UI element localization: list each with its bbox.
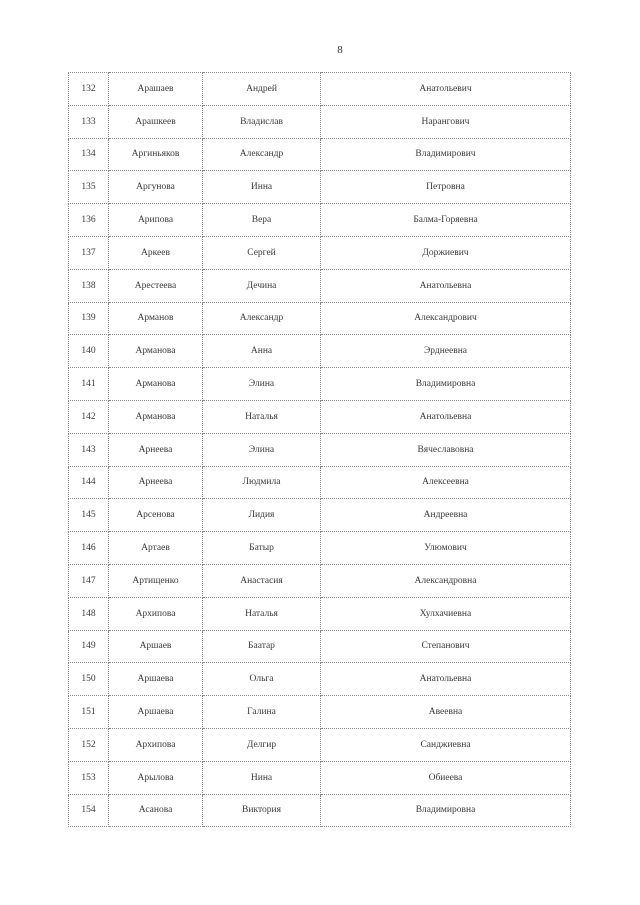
patronymic-cell: Андреевна [321,499,571,532]
patronymic-cell: Нарангович [321,105,571,138]
table-row [69,433,571,466]
row-number-cell: 134 [69,138,109,171]
first-name-cell: Андрей [203,73,321,106]
table-row [69,466,571,499]
table-row [69,171,571,204]
surname-cell: Аршаева [109,696,203,729]
table-row [69,73,571,106]
row-number-cell: 152 [69,728,109,761]
surname-cell: Архипова [109,728,203,761]
first-name-cell: Батыр [203,532,321,565]
row-number-cell: 133 [69,105,109,138]
roster-table-body [69,73,571,827]
patronymic-cell: Петровна [321,171,571,204]
first-name-cell: Анастасия [203,564,321,597]
first-name-cell: Владислав [203,105,321,138]
roster-table [68,72,571,827]
patronymic-cell: Балма-Горяевна [321,204,571,237]
row-number-cell: 142 [69,400,109,433]
surname-cell: Аршаева [109,663,203,696]
surname-cell: Арашаев [109,73,203,106]
surname-cell: Арнеева [109,466,203,499]
first-name-cell: Вера [203,204,321,237]
surname-cell: Арманов [109,302,203,335]
patronymic-cell: Владимировна [321,368,571,401]
surname-cell: Арсенова [109,499,203,532]
row-number-cell: 143 [69,433,109,466]
patronymic-cell: Анатольевна [321,663,571,696]
surname-cell: Арманова [109,400,203,433]
table-row [69,269,571,302]
patronymic-cell: Александрович [321,302,571,335]
surname-cell: Аргиньяков [109,138,203,171]
surname-cell: Артаев [109,532,203,565]
surname-cell: Арылова [109,761,203,794]
table-row [69,105,571,138]
surname-cell: Аргунова [109,171,203,204]
first-name-cell: Анна [203,335,321,368]
patronymic-cell: Улюмович [321,532,571,565]
patronymic-cell: Хулхачиевна [321,597,571,630]
table-row [69,794,571,827]
patronymic-cell: Авеевна [321,696,571,729]
first-name-cell: Баатар [203,630,321,663]
patronymic-cell: Степанович [321,630,571,663]
patronymic-cell: Доржиевич [321,236,571,269]
first-name-cell: Виктория [203,794,321,827]
row-number-cell: 153 [69,761,109,794]
row-number-cell: 132 [69,73,109,106]
page-number: 8 [337,44,343,56]
first-name-cell: Лидия [203,499,321,532]
surname-cell: Арестеева [109,269,203,302]
row-number-cell: 146 [69,532,109,565]
table-row [69,138,571,171]
surname-cell: Арашкеев [109,105,203,138]
first-name-cell: Делгир [203,728,321,761]
patronymic-cell: Алексеевна [321,466,571,499]
patronymic-cell: Александровна [321,564,571,597]
first-name-cell: Инна [203,171,321,204]
table-row [69,499,571,532]
first-name-cell: Наталья [203,400,321,433]
patronymic-cell: Анатольевна [321,269,571,302]
table-row [69,597,571,630]
table-row [69,663,571,696]
first-name-cell: Александр [203,302,321,335]
patronymic-cell: Санджиевна [321,728,571,761]
table-row [69,368,571,401]
table-row [69,564,571,597]
row-number-cell: 149 [69,630,109,663]
patronymic-cell: Анатольевна [321,400,571,433]
row-number-cell: 148 [69,597,109,630]
row-number-cell: 138 [69,269,109,302]
patronymic-cell: Анатольевич [321,73,571,106]
surname-cell: Архипова [109,597,203,630]
table-row [69,236,571,269]
row-number-cell: 141 [69,368,109,401]
row-number-cell: 150 [69,663,109,696]
surname-cell: Арманова [109,368,203,401]
table-row [69,335,571,368]
patronymic-cell: Владимировна [321,794,571,827]
row-number-cell: 145 [69,499,109,532]
first-name-cell: Галина [203,696,321,729]
first-name-cell: Сергей [203,236,321,269]
table-row [69,696,571,729]
row-number-cell: 154 [69,794,109,827]
first-name-cell: Элина [203,433,321,466]
first-name-cell: Нина [203,761,321,794]
table-row [69,204,571,237]
surname-cell: Асанова [109,794,203,827]
table-row [69,761,571,794]
surname-cell: Арманова [109,335,203,368]
row-number-cell: 139 [69,302,109,335]
first-name-cell: Дечина [203,269,321,302]
table-row [69,532,571,565]
first-name-cell: Ольга [203,663,321,696]
row-number-cell: 140 [69,335,109,368]
surname-cell: Арнеева [109,433,203,466]
surname-cell: Арипова [109,204,203,237]
first-name-cell: Элина [203,368,321,401]
first-name-cell: Александр [203,138,321,171]
table-row [69,728,571,761]
surname-cell: Аркеев [109,236,203,269]
first-name-cell: Наталья [203,597,321,630]
table-row [69,302,571,335]
patronymic-cell: Обиеева [321,761,571,794]
row-number-cell: 136 [69,204,109,237]
row-number-cell: 137 [69,236,109,269]
row-number-cell: 144 [69,466,109,499]
row-number-cell: 135 [69,171,109,204]
row-number-cell: 147 [69,564,109,597]
table-row [69,400,571,433]
patronymic-cell: Эрднеевна [321,335,571,368]
patronymic-cell: Владимирович [321,138,571,171]
surname-cell: Аршаев [109,630,203,663]
surname-cell: Артищенко [109,564,203,597]
row-number-cell: 151 [69,696,109,729]
first-name-cell: Людмила [203,466,321,499]
table-row [69,630,571,663]
patronymic-cell: Вячеславовна [321,433,571,466]
